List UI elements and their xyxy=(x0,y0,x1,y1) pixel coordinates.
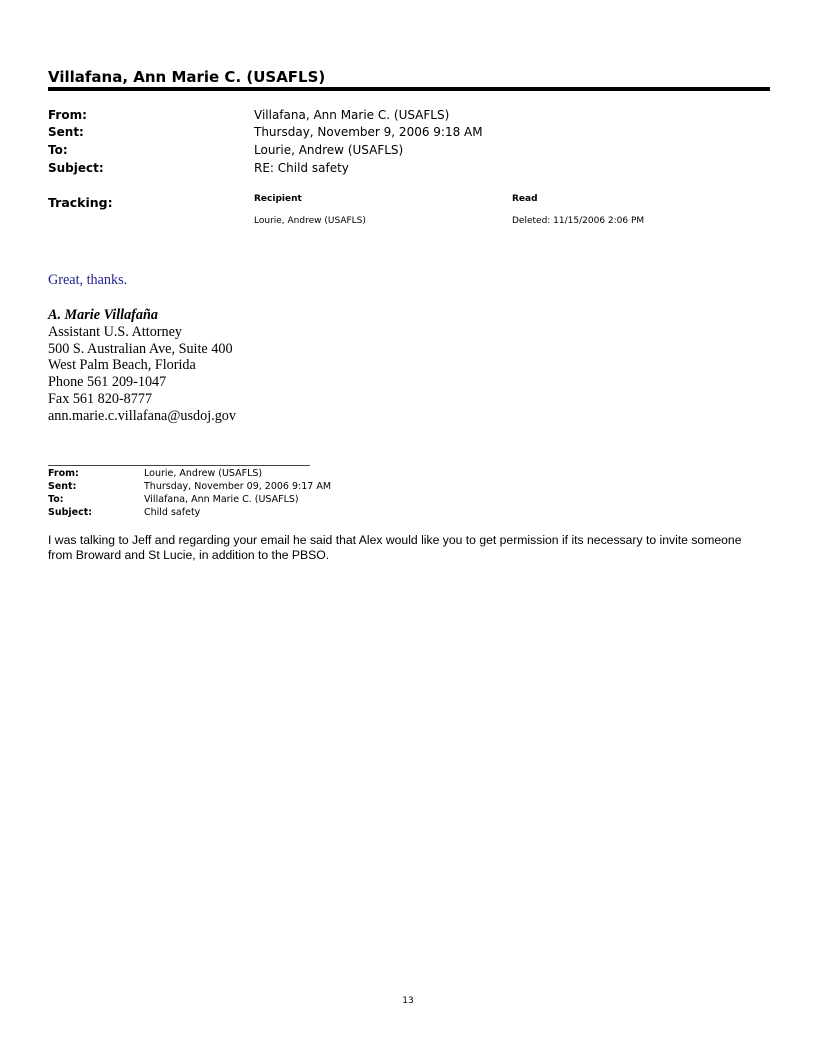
subject-value: RE: Child safety xyxy=(254,161,349,175)
quoted-to-value: Villafana, Ann Marie C. (USAFLS) xyxy=(144,494,299,505)
tracking-label: Tracking: xyxy=(48,195,113,210)
sent-value: Thursday, November 9, 2006 9:18 AM xyxy=(254,125,483,139)
sent-label: Sent: xyxy=(48,125,84,139)
from-value: Villafana, Ann Marie C. (USAFLS) xyxy=(254,108,450,122)
from-label: From: xyxy=(48,108,87,122)
quoted-from-value: Lourie, Andrew (USAFLS) xyxy=(144,468,263,479)
to-value: Lourie, Andrew (USAFLS) xyxy=(254,143,404,157)
quoted-sent-value: Thursday, November 09, 2006 9:17 AM xyxy=(144,481,332,492)
to-label: To: xyxy=(48,143,68,157)
email-title: Villafana, Ann Marie C. (USAFLS) xyxy=(48,68,326,86)
signature-address1: 500 S. Australian Ave, Suite 400 xyxy=(48,340,233,357)
signature-name: A. Marie Villafaña xyxy=(48,307,158,323)
quoted-from-label: From: xyxy=(48,468,79,479)
signature-address2: West Palm Beach, Florida xyxy=(48,357,196,374)
signature-title: Assistant U.S. Attorney xyxy=(48,323,182,340)
signature-phone: Phone 561 209-1047 xyxy=(48,374,167,391)
title-divider xyxy=(48,87,770,91)
quoted-to-label: To: xyxy=(48,494,64,505)
quoted-subject-label: Subject: xyxy=(48,507,93,518)
quoted-subject-value: Child safety xyxy=(144,507,201,518)
quoted-body: I was talking to Jeff and regarding your email he said that Alex would like you to get permission if its necessary to invite someone from Broward and St Lucie, in addition to the PBSO. xyxy=(48,533,742,562)
tracking-recipient-header: Recipient xyxy=(254,194,302,204)
subject-label: Subject: xyxy=(48,161,104,175)
page-number: 13 xyxy=(402,996,414,1006)
signature-email: ann.marie.c.villafana@usdoj.gov xyxy=(48,407,236,424)
quoted-divider xyxy=(48,465,310,466)
tracking-read-cell: Deleted: 11/15/2006 2:06 PM xyxy=(512,216,645,226)
reply-text: Great, thanks. xyxy=(48,272,128,288)
signature-fax: Fax 561 820-8777 xyxy=(48,390,153,407)
signature-block xyxy=(48,307,236,425)
tracking-read-header: Read xyxy=(512,194,538,204)
tracking-recipient-cell: Lourie, Andrew (USAFLS) xyxy=(254,216,366,226)
quoted-sent-label: Sent: xyxy=(48,481,77,492)
